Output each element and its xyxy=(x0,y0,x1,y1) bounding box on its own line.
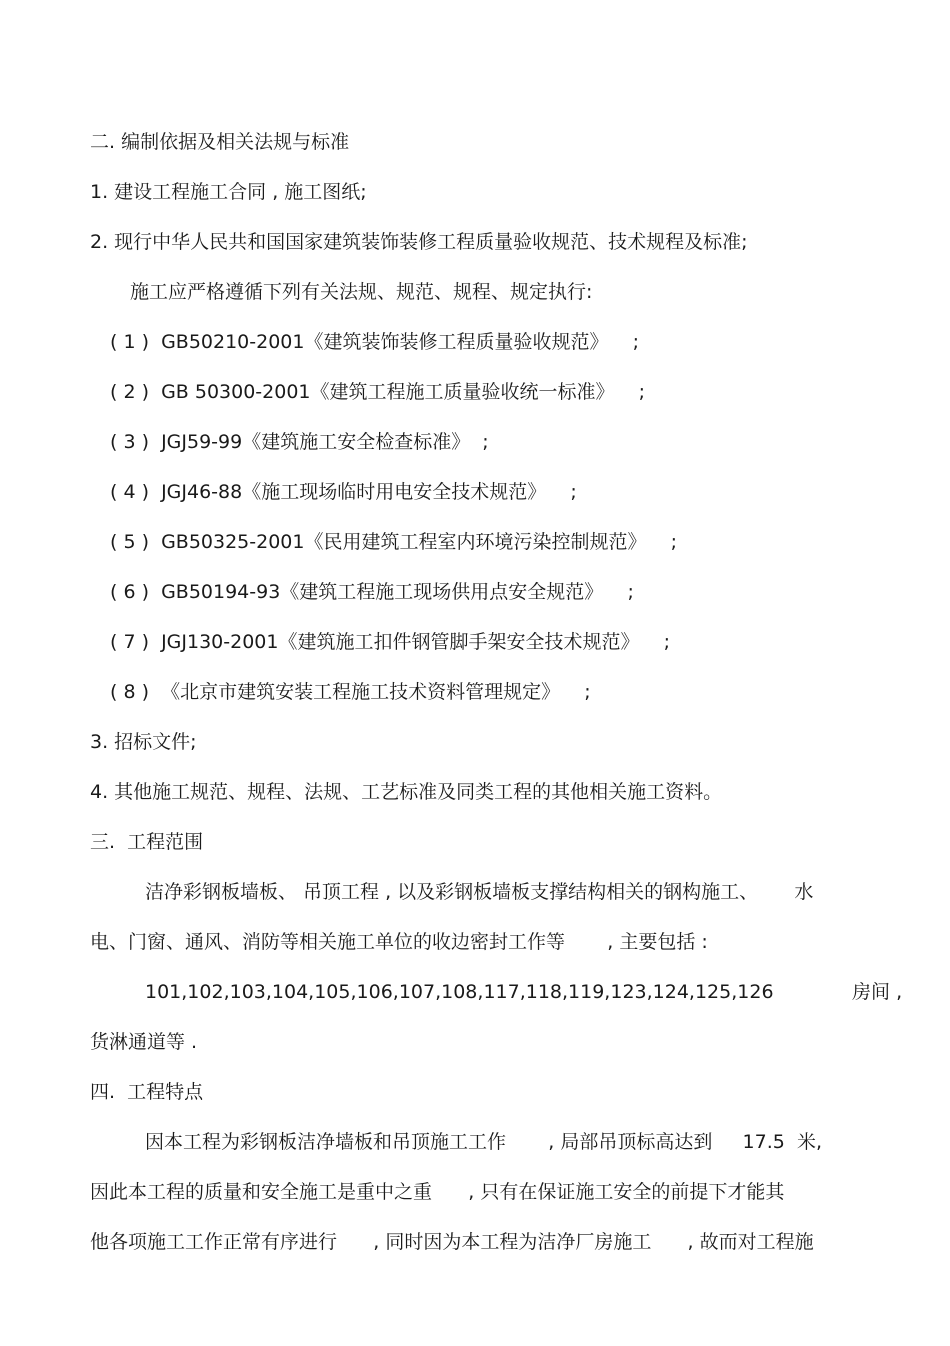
standard-item: ( 4 ) JGJ46-88《施工现场临时用电安全技术规范》 ; xyxy=(110,481,577,503)
scope-paragraph-line: 电、门窗、通风、消防等相关施工单位的收边密封工作等 , 主要包括 : xyxy=(90,931,708,953)
scope-paragraph-line: 101,102,103,104,105,106,107,108,117,118,119,123,124,125,126 房间 , xyxy=(145,981,903,1003)
standard-item: ( 1 ) GB50210-2001《建筑装饰装修工程质量验收规范》 ; xyxy=(110,331,640,353)
standard-item: ( 6 ) GB50194-93《建筑工程施工现场供用点安全规范》 ; xyxy=(110,581,634,603)
feature-paragraph-line: 因此本工程的质量和安全施工是重中之重 , 只有在保证施工安全的前提下才能其 xyxy=(90,1181,785,1203)
basis-intro: 施工应严格遵循下列有关法规、规范、规程、规定执行: xyxy=(130,281,593,303)
basis-item-4: 4. 其他施工规范、规程、法规、工艺标准及同类工程的其他相关施工资料。 xyxy=(90,781,723,803)
basis-item-2: 2. 现行中华人民共和国国家建筑装饰装修工程质量验收规范、技术规程及标准; xyxy=(90,231,748,253)
standard-item: ( 7 ) JGJ130-2001《建筑施工扣件钢管脚手架安全技术规范》 ; xyxy=(110,631,671,653)
standard-item: ( 8 ) 《北京市建筑安装工程施工技术资料管理规定》 ; xyxy=(110,681,591,703)
standard-item: ( 2 ) GB 50300-2001《建筑工程施工质量验收统一标准》 ; xyxy=(110,381,646,403)
scope-paragraph-line: 货淋通道等 . xyxy=(90,1031,198,1053)
feature-paragraph-line: 因本工程为彩钢板洁净墙板和吊顶施工工作 , 局部吊顶标高达到 17.5 米, xyxy=(145,1131,822,1153)
section-heading-2: 二. 编制依据及相关法规与标准 xyxy=(90,131,350,153)
scope-paragraph-line: 洁净彩钢板墙板、 吊顶工程 , 以及彩钢板墙板支撑结构相关的钢构施工、 水 xyxy=(145,881,814,903)
standard-item: ( 5 ) GB50325-2001《民用建筑工程室内环境污染控制规范》 ; xyxy=(110,531,678,553)
basis-item-3: 3. 招标文件; xyxy=(90,731,197,753)
basis-item-1: 1. 建设工程施工合同 , 施工图纸; xyxy=(90,181,367,203)
section-heading-4: 四. 工程特点 xyxy=(90,1081,204,1103)
feature-paragraph-line: 他各项施工工作正常有序进行 , 同时因为本工程为洁净厂房施工 , 故而对工程施 xyxy=(90,1231,814,1253)
section-heading-3: 三. 工程范围 xyxy=(90,831,204,853)
standard-item: ( 3 ) JGJ59-99《建筑施工安全检查标准》 ; xyxy=(110,431,489,453)
